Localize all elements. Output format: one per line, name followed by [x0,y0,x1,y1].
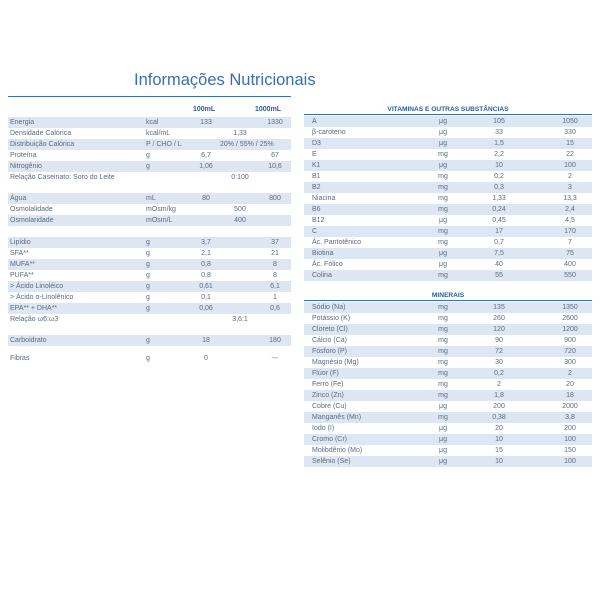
table-row [304,160,592,171]
page-title: Informações Nutricionais [134,71,316,89]
row-value-100ml: 0,1 [201,294,211,301]
table-row [8,215,291,226]
table-row [304,270,592,281]
row-value-1000ml: 2000 [562,403,578,410]
row-label: Nitrogênio [10,163,42,170]
row-unit: mg [438,392,448,399]
row-label: Sódio (Na) [312,304,346,311]
table-row [8,270,291,281]
row-label: Proteína [10,152,37,159]
row-value-100ml: 30 [495,359,503,366]
table-row [304,259,592,270]
row-value-1000ml: 1330 [267,119,283,126]
table-row [304,346,592,357]
row-label: Fibras [10,355,30,362]
row-label: Niacina [312,195,336,202]
table-row [8,139,291,150]
row-value: 1,33 [233,130,247,137]
table-row [304,127,592,138]
table-row [8,281,291,292]
row-unit: mg [438,195,448,202]
row-label: SFA** [10,250,29,257]
row-value-1000ml: 170 [564,228,576,235]
row-label: Relação Caseinato: Soro do Leite [10,174,115,181]
row-value-1000ml: 400 [564,261,576,268]
row-value-100ml: 2,2 [494,151,504,158]
row-value-100ml: 1,5 [494,140,504,147]
table-row [8,150,291,161]
row-value-1000ml: 4,5 [565,217,575,224]
row-label: Cobre (Cu) [312,403,347,410]
row-label: B1 [312,173,321,180]
row-value-1000ml: 2600 [562,315,578,322]
row-value-100ml: 80 [202,195,210,202]
row-value-1000ml: 2,4 [565,206,575,213]
table-row [8,292,291,303]
table-row [8,172,291,183]
row-value-100ml: 10 [495,436,503,443]
row-label: Zinco (Zn) [312,392,344,399]
row-unit: μg [439,436,447,443]
row-unit: mg [438,359,448,366]
minerals-divider [304,300,592,301]
row-value-100ml: 120 [493,326,505,333]
table-row [304,390,592,401]
row-value-100ml: 260 [493,315,505,322]
row-value-1000ml: --- [271,355,279,362]
row-value-100ml: 0 [204,355,208,362]
row-label: Iodo (I) [312,425,335,432]
row-unit: mOsm/L [146,217,173,224]
row-unit: g [146,261,150,268]
row-unit: mg [438,184,448,191]
row-value-100ml: 105 [493,118,505,125]
row-label: > Ácido Linoléico [10,283,64,290]
row-label: B6 [312,206,321,213]
row-value-100ml: 0,45 [492,217,506,224]
row-value-100ml: 2 [497,381,501,388]
row-unit: mg [438,370,448,377]
row-value-1000ml: 100 [564,458,576,465]
row-label: B12 [312,217,325,224]
row-label: Cloreto (Cl) [312,326,348,333]
row-value-100ml: 10 [495,458,503,465]
row-unit: mg [438,173,448,180]
row-label: Osmolalidade [10,206,53,213]
row-unit: μg [439,217,447,224]
row-value-1000ml: 200 [564,425,576,432]
table-row [304,226,592,237]
row-unit: mg [438,337,448,344]
table-row [8,248,291,259]
row-value-1000ml: 8 [273,261,277,268]
row-label: A [312,118,317,125]
minerals-title: MINERAIS [431,292,465,299]
row-value-1000ml: 900 [564,337,576,344]
row-value-1000ml: 100 [564,436,576,443]
row-label: B2 [312,184,321,191]
row-label: MUFA** [10,261,35,268]
table-row [8,193,291,204]
row-value-100ml: 1,33 [492,195,506,202]
row-label: Relação ω6:ω3 [10,316,59,323]
row-unit: g [146,272,150,279]
row-value-100ml: 133 [200,119,212,126]
table-row [8,204,291,215]
row-value-1000ml: 10,6 [268,163,282,170]
row-unit: μg [439,261,447,268]
row-value-100ml: 2,1 [201,250,211,257]
row-value-100ml: 1,8 [494,392,504,399]
table-row [8,303,291,314]
row-value-1000ml: 1350 [562,304,578,311]
row-label: β-caroteno [312,129,346,136]
row-value-1000ml: 6,1 [270,283,280,290]
table-row [8,237,291,248]
row-value-100ml: 33 [495,129,503,136]
row-value-1000ml: 800 [269,195,281,202]
row-label: D3 [312,140,321,147]
row-value-100ml: 17 [495,228,503,235]
row-label: C [312,228,318,235]
row-value-1000ml: 100 [564,162,576,169]
row-label: Água [10,195,27,202]
row-label: Ferro (Fe) [312,381,344,388]
row-value-100ml: 0,3 [494,184,504,191]
row-value-100ml: 20 [495,425,503,432]
row-value: 500 [234,206,246,213]
row-value-1000ml: 37 [271,239,279,246]
row-unit: g [146,294,150,301]
row-label: Fósforo (P) [312,348,348,355]
table-row [304,324,592,335]
row-unit: mg [438,326,448,333]
row-unit: μg [439,118,447,125]
row-label: Lipídio [10,239,31,246]
row-value-1000ml: 180 [269,337,281,344]
row-unit: kcal/mL [146,130,171,137]
table-row [304,237,592,248]
row-value-1000ml: 21 [271,250,279,257]
row-label: EPA** + DHA** [10,305,58,312]
row-label: > Ácido α-Linolênico [10,294,74,301]
table-row [8,117,291,128]
row-unit: μg [439,250,447,257]
row-value-1000ml: 1200 [562,326,578,333]
row-label: Osmolaridade [10,217,54,224]
row-unit: g [146,305,150,312]
row-value-100ml: 7,5 [494,250,504,257]
table-row [304,215,592,226]
row-value-100ml: 6,7 [201,152,211,159]
row-unit: g [146,152,150,159]
table-row [304,434,592,445]
col-header-100ml: 100mL [193,106,216,113]
row-value-1000ml: 330 [564,129,576,136]
vitamins-title: VITAMINAS E OUTRAS SUBSTÂNCIAS [387,106,509,113]
table-row [304,116,592,127]
row-value-1000ml: 3 [568,184,572,191]
row-label: Distribuição Calórica [10,141,75,148]
row-value-100ml: 0,8 [201,261,211,268]
row-unit: mOsm/kg [146,206,176,213]
table-row [304,171,592,182]
table-row [8,259,291,270]
table-row [304,412,592,423]
row-label: Biotina [312,250,334,257]
row-value-1000ml: 20 [566,381,574,388]
row-value-1000ml: 0,6 [270,305,280,312]
table-row [304,302,592,313]
row-value-100ml: 0,2 [494,370,504,377]
row-value: 20% / 55% / 25% [220,141,274,148]
row-value-100ml: 90 [495,337,503,344]
row-value-1000ml: 720 [564,348,576,355]
table-row [304,149,592,160]
row-label: Carboidrato [10,337,47,344]
row-value-1000ml: 1 [273,294,277,301]
row-value: 3,6:1 [232,316,248,323]
row-unit: μg [439,403,447,410]
row-unit: mg [438,228,448,235]
table-row [8,128,291,139]
row-label: Colina [312,272,332,279]
row-label: Manganês (Mn) [312,414,362,421]
row-value-1000ml: 75 [566,250,574,257]
vitamins-divider [304,114,592,115]
row-unit: μg [439,425,447,432]
row-label: Cálcio (Ca) [312,337,348,344]
row-unit: μg [439,129,447,136]
table-row [8,314,291,325]
row-unit: μg [439,140,447,147]
row-value-100ml: 0,24 [492,206,506,213]
row-value-100ml: 0,06 [199,305,213,312]
row-value-100ml: 0,38 [492,414,506,421]
row-value-100ml: 10 [495,162,503,169]
row-value-1000ml: 550 [564,272,576,279]
row-value: 0:100 [231,174,249,181]
row-unit: mg [438,315,448,322]
row-unit: mg [438,348,448,355]
row-value-100ml: 0,61 [199,283,213,290]
row-value-100ml: 0,7 [494,239,504,246]
row-unit: g [146,337,150,344]
row-value-100ml: 0,2 [494,173,504,180]
row-label: Energia [10,119,35,126]
row-unit: g [146,355,150,362]
row-unit: μg [439,447,447,454]
row-unit: g [146,250,150,257]
row-label: Selênio (Se) [312,458,351,465]
row-unit: g [146,283,150,290]
row-value-1000ml: 150 [564,447,576,454]
row-unit: mg [438,414,448,421]
table-row [304,401,592,412]
row-unit: mg [438,151,448,158]
table-row [304,248,592,259]
row-value-1000ml: 1050 [562,118,578,125]
table-row [8,353,291,364]
row-unit: μg [439,162,447,169]
row-label: Ác. Pantotênico [312,239,362,246]
table-row [304,445,592,456]
row-label: K1 [312,162,321,169]
row-label: Densidade Calórica [10,130,72,137]
row-value-100ml: 18 [202,337,210,344]
row-unit: mL [146,195,156,202]
row-label: Magnésio (Mg) [312,359,359,366]
row-unit: μg [439,458,447,465]
row-unit: g [146,163,150,170]
row-value-100ml: 3,7 [201,239,211,246]
row-label: Potássio (K) [312,315,351,322]
table-row [304,313,592,324]
row-value-100ml: 55 [495,272,503,279]
row-value-1000ml: 67 [271,152,279,159]
row-value-1000ml: 3,8 [565,414,575,421]
row-value-1000ml: 18 [566,392,574,399]
row-value-100ml: 15 [495,447,503,454]
row-value-1000ml: 13,3 [563,195,577,202]
col-header-1000ml: 1000mL [255,106,282,113]
table-row [304,335,592,346]
row-value-1000ml: 2 [568,173,572,180]
row-unit: kcal [146,119,159,126]
row-value-1000ml: 22 [566,151,574,158]
row-unit: P / CHO / L [146,141,182,148]
table-row [304,456,592,467]
row-label: Cromo (Cr) [312,436,347,443]
row-unit: mg [438,206,448,213]
row-value-100ml: 200 [493,403,505,410]
row-unit: mg [438,239,448,246]
row-value-1000ml: 300 [564,359,576,366]
row-label: PUFA** [10,272,34,279]
table-row [8,335,291,346]
row-value-1000ml: 15 [566,140,574,147]
table-row [304,204,592,215]
table-row [304,138,592,149]
row-unit: g [146,239,150,246]
table-row [304,368,592,379]
row-value-100ml: 72 [495,348,503,355]
row-value-100ml: 135 [493,304,505,311]
row-label: Molibdênio (Mo) [312,447,363,454]
table-row [8,161,291,172]
row-value-100ml: 0,8 [201,272,211,279]
row-unit: mg [438,381,448,388]
row-value-100ml: 1,06 [199,163,213,170]
row-value-1000ml: 7 [568,239,572,246]
row-unit: mg [438,272,448,279]
title-divider [8,96,291,97]
row-value-100ml: 40 [495,261,503,268]
row-unit: mg [438,304,448,311]
table-row [304,193,592,204]
table-row [304,379,592,390]
table-row [304,357,592,368]
row-label: E [312,151,317,158]
row-label: Flúor (F) [312,370,339,377]
table-row [304,182,592,193]
row-value-1000ml: 8 [273,272,277,279]
row-label: Ác. Fólico [312,261,343,268]
table-row [304,423,592,434]
row-value: 400 [234,217,246,224]
row-value-1000ml: 2 [568,370,572,377]
